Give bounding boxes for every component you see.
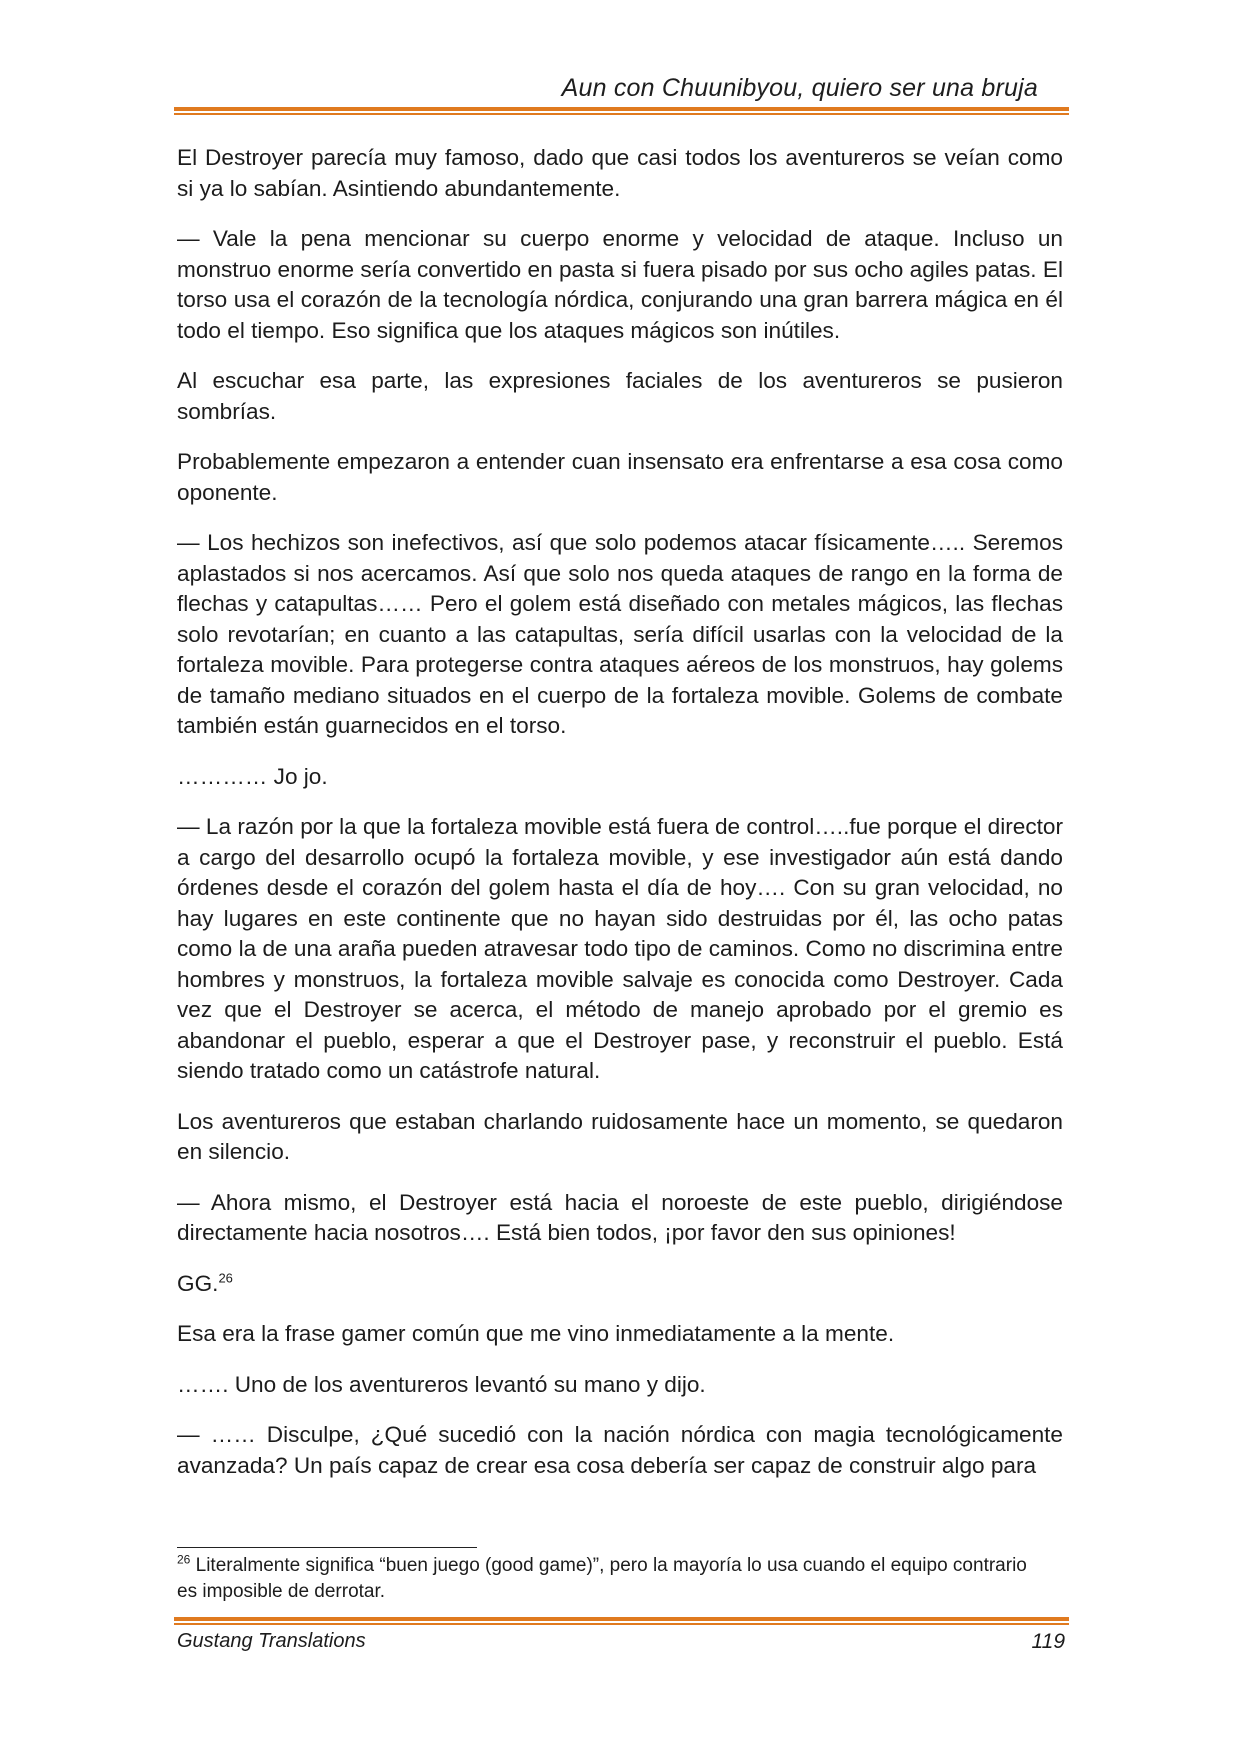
footnote-reference[interactable]: 26 bbox=[218, 1269, 233, 1285]
footnote-text: Literalmente significa “buen juego (good game)”, pero la mayoría lo usa cuando el equipo contrario es imposible de derrotar. bbox=[177, 1555, 1027, 1602]
header-rule-thin bbox=[174, 113, 1069, 115]
footnote bbox=[177, 1553, 1043, 1605]
footer-credit: Gustang Translations bbox=[177, 1630, 366, 1652]
footnote-separator bbox=[177, 1547, 477, 1548]
paragraph: ……. Uno de los aventureros levantó su mano y dijo. bbox=[177, 1371, 706, 1397]
footer-rule-thin bbox=[174, 1623, 1069, 1625]
header-rule bbox=[174, 107, 1069, 115]
gg-paragraph bbox=[177, 1269, 1063, 1300]
footnote-number: 26 bbox=[177, 1552, 191, 1567]
paragraph: — …… Disculpe, ¿Qué sucedió con la nación nórdica con magia tecnológicamente avanzada? Un país capaz de crear esa cosa debería ser capaz de construir algo para bbox=[177, 1422, 1063, 1478]
paragraph: Los aventureros que estaban charlando ruidosamente hace un momento, se quedaron en silencio. bbox=[177, 1108, 1063, 1164]
paragraph: — Ahora mismo, el Destroyer está hacia el noroeste de este pueblo, dirigiéndose directamente hacia nosotros…. Está bien todos, ¡por favor den sus opiniones! bbox=[177, 1189, 1063, 1245]
paragraph: — La razón por la que la fortaleza movible está fuera de control…..fue porque el director a cargo del desarrollo ocupó la fortaleza movible, y ese investigador aún está dando órdenes desde el corazón del golem hasta el día de hoy…. Con su gran velocidad, no hay lugares en este continente que no hayan sido destruidas por él, las ocho patas como la de una araña pueden atravesar todo tipo de caminos. Como no discrimina entre hombres y monstruos, la fortaleza movible salvaje es conocida como Destroyer. Cada vez que el Destroyer se acerca, el método de manejo aprobado por el gremio es abandonar el pueblo, esperar a que el Destroyer pase, y reconstruir el pueblo. Está siendo tratado como un catástrofe natural. bbox=[177, 814, 1063, 1083]
running-header-title: Aun con Chuunibyou, quiero ser una bruja bbox=[561, 74, 1038, 102]
page-number: 119 bbox=[1031, 1630, 1065, 1653]
paragraph: El Destroyer parecía muy famoso, dado que casi todos los aventureros se veían como si ya lo sabían. Asintiendo abundantemente. bbox=[177, 145, 1063, 201]
paragraph: Al escuchar esa parte, las expresiones faciales de los aventureros se pusieron sombrías. bbox=[177, 368, 1063, 424]
paragraph: — Los hechizos son inefectivos, así que solo podemos atacar físicamente….. Seremos aplastados si nos acercamos. Así que solo nos queda ataques de rango en la forma de flechas y catapultas…… Pero el golem está diseñado con metales mágicos, las flechas solo revotarían; en cuanto a las catapultas, sería difícil usarlas con la velocidad de la fortaleza movible. Para protegerse contra ataques aéreos de los monstruos, hay golems de tamaño mediano situados en el cuerpo de la fortaleza movible. Golems de combate también están guarnecidos en el torso. bbox=[177, 530, 1063, 738]
paragraph: Esa era la frase gamer común que me vino inmediatamente a la mente. bbox=[177, 1321, 895, 1346]
paragraph: Probablemente empezaron a entender cuan insensato era enfrentarse a esa cosa como oponente. bbox=[177, 449, 1063, 505]
paragraph: ………… Jo jo. bbox=[177, 763, 328, 789]
gg-text: GG. bbox=[177, 1270, 219, 1296]
footer-rule bbox=[174, 1617, 1069, 1625]
body-text bbox=[177, 143, 1063, 1501]
footer-rule-thick bbox=[174, 1617, 1069, 1621]
paragraph: — Vale la pena mencionar su cuerpo enorme y velocidad de ataque. Incluso un monstruo enorme sería convertido en pasta si fuera pisado por sus ocho agiles patas. El torso usa el corazón de la tecnología nórdica, conjurando una gran barrera mágica en él todo el tiempo. Eso significa que los ataques mágicos son inútiles. bbox=[177, 226, 1063, 343]
header-rule-thick bbox=[174, 107, 1069, 111]
